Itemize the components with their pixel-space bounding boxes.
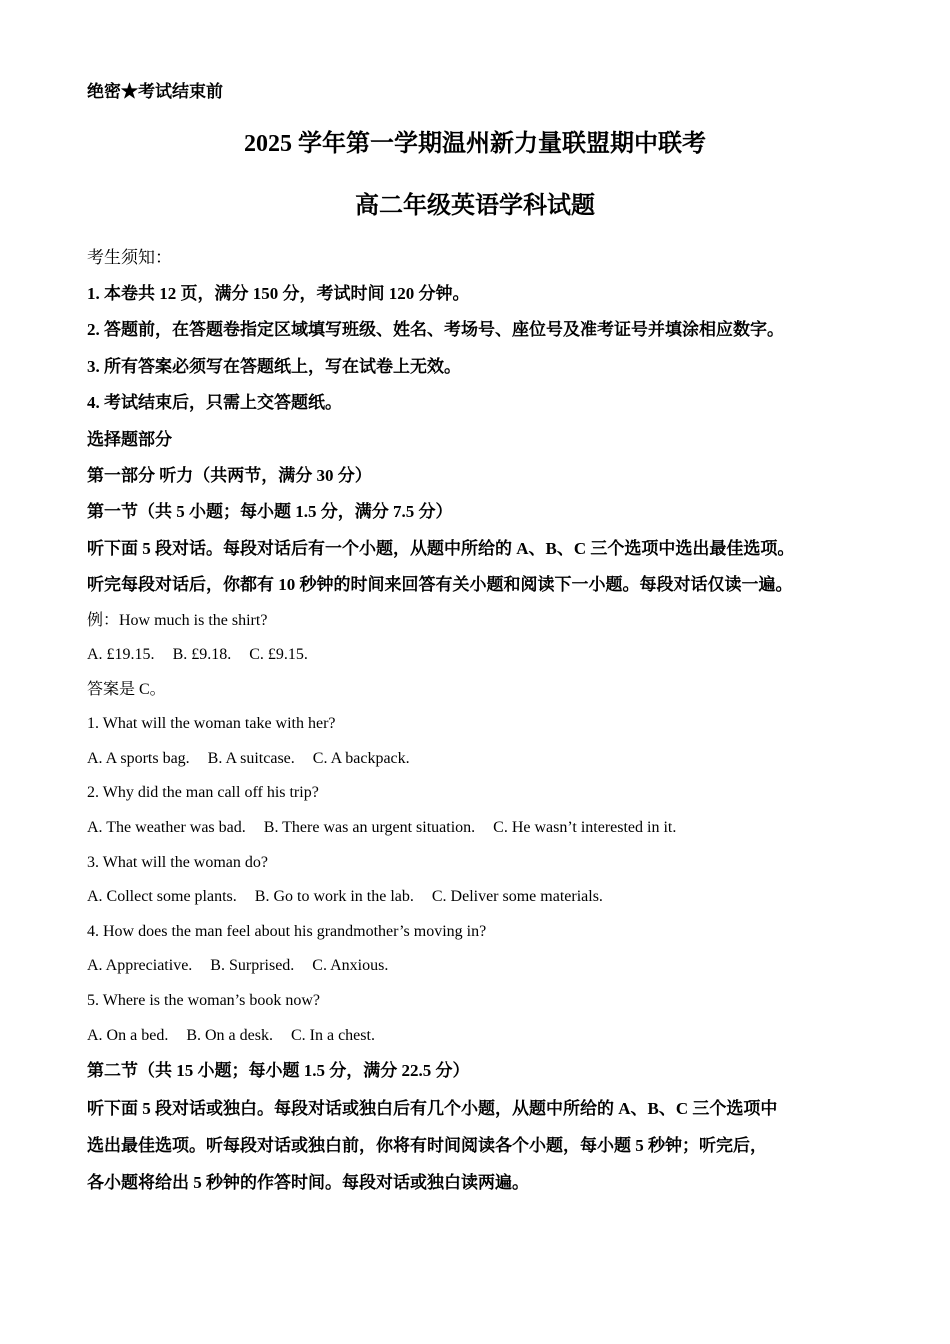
exam-title: 2025 学年第一学期温州新力量联盟期中联考 bbox=[244, 131, 706, 157]
question-options bbox=[87, 742, 887, 777]
notice-heading: 考生须知： bbox=[87, 248, 172, 267]
choice-section-heading: 选择题部分 bbox=[87, 429, 172, 449]
option: B. Surprised. bbox=[210, 957, 295, 975]
exam-page bbox=[87, 78, 887, 1201]
question-stem: 3. What will the woman do? bbox=[87, 853, 268, 871]
question-options bbox=[87, 811, 887, 846]
question-stem: 4. How does the man feel about his grandmother’s moving in? bbox=[87, 922, 487, 940]
option: B. Go to work in the lab. bbox=[254, 888, 414, 906]
option: C. Anxious. bbox=[312, 957, 389, 975]
question-stem: 2. Why did the man call off his trip? bbox=[87, 784, 319, 802]
option: C. A backpack. bbox=[312, 749, 410, 767]
option: B. On a desk. bbox=[186, 1026, 273, 1044]
exam-subtitle: 高二年级英语学科试题 bbox=[355, 193, 595, 219]
question-options bbox=[87, 1019, 887, 1054]
question-stem: 5. Where is the woman’s book now? bbox=[87, 992, 320, 1010]
option: C. In a chest. bbox=[290, 1026, 375, 1044]
option: A. The weather was bad. bbox=[87, 819, 246, 837]
section2-heading: 第二节（共 15 小题；每小题 1.5 分，满分 22.5 分） bbox=[87, 1061, 470, 1081]
secrecy-label: 绝密★考试结束前 bbox=[87, 82, 223, 101]
notice-item: 1. 本卷共 12 页，满分 150 分，考试时间 120 分钟。 bbox=[87, 284, 470, 303]
example-question: 例：How much is the shirt? bbox=[87, 611, 268, 629]
option: A. £19.15. bbox=[87, 646, 155, 664]
option: C. Deliver some materials. bbox=[431, 888, 603, 906]
notice-item: 4. 考试结束后，只需上交答题纸。 bbox=[87, 393, 342, 413]
option: A. A sports bag. bbox=[87, 749, 190, 767]
option: A. Appreciative. bbox=[87, 957, 193, 975]
question-stem: 1. What will the woman take with her? bbox=[87, 715, 336, 733]
section1-heading: 第一节（共 5 小题；每小题 1.5 分，满分 7.5 分） bbox=[87, 502, 453, 522]
section2-instruction: 听下面 5 段对话或独白。每段对话或独白后有几个小题，从题中所给的 A、B、C 三个选项中 bbox=[87, 1098, 778, 1118]
notice-item: 3. 所有答案必须写在答题纸上，写在试卷上无效。 bbox=[87, 356, 461, 376]
option: B. There was an urgent situation. bbox=[263, 819, 476, 837]
section2-instruction: 各小题将给出 5 秒钟的作答时间。每段对话或独白读两遍。 bbox=[87, 1172, 529, 1192]
option: C. £9.15. bbox=[249, 646, 308, 664]
notice-item: 2. 答题前，在答题卷指定区域填写班级、姓名、考场号、座位号及准考证号并填涂相应数字。 bbox=[87, 320, 784, 340]
example-options bbox=[87, 638, 887, 673]
example-answer: 答案是 C。 bbox=[87, 680, 166, 698]
option: A. Collect some plants. bbox=[87, 888, 237, 906]
question-options bbox=[87, 880, 887, 915]
option: B. £9.18. bbox=[172, 646, 232, 664]
question-options bbox=[87, 949, 887, 984]
option: C. He wasn’t interested in it. bbox=[493, 819, 677, 837]
option: A. On a bed. bbox=[87, 1026, 169, 1044]
option: B. A suitcase. bbox=[207, 749, 295, 767]
section1-instruction: 听完每段对话后，你都有 10 秒钟的时间来回答有关小题和阅读下一小题。每段对话仅读一遍。 bbox=[87, 575, 793, 595]
section2-instruction: 选出最佳选项。听每段对话或独白前，你将有时间阅读各个小题，每小题 5 秒钟；听完后， bbox=[87, 1135, 767, 1155]
part1-heading: 第一部分 听力（共两节，满分 30 分） bbox=[87, 465, 372, 485]
section1-instruction: 听下面 5 段对话。每段对话后有一个小题，从题中所给的 A、B、C 三个选项中选出最佳选项。 bbox=[87, 538, 795, 558]
